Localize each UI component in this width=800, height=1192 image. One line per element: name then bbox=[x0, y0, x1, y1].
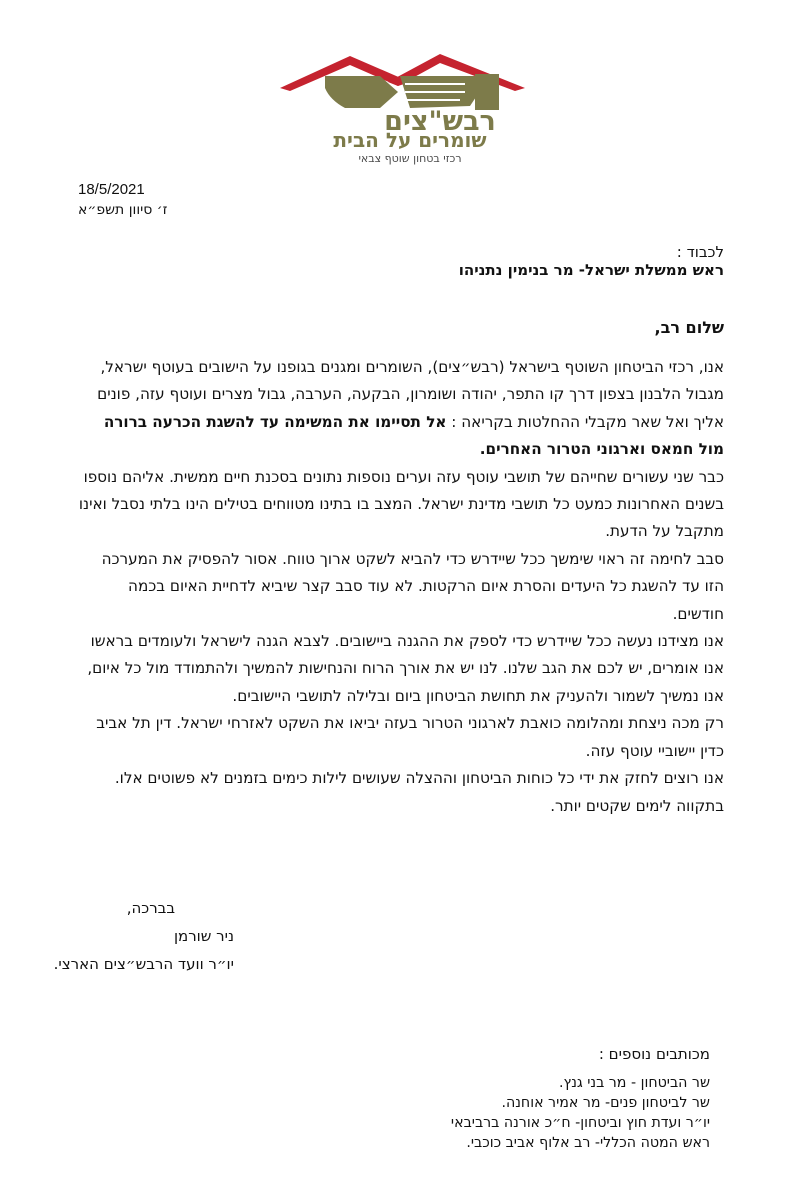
letter-date: 18/5/2021 bbox=[78, 181, 145, 198]
cc-item: יו״ר ועדת חוץ וביטחון- ח״כ אורנה ברביבאי bbox=[450, 1115, 710, 1131]
logo-hand-cuff bbox=[475, 74, 499, 110]
body-paragraph-1-text: אנו, רכזי הביטחון השוטף בישראל (רבש״צים), השומרים ומגנים בגופנו על הישובים בעוטף ישראל, מגבול הלבנון בצפון דרך קו התפר, יהודה ושומרון, הבקעה, הערבה, גבול מצרים ועוטף עזה, פונים אליך ואל שאר מקבלי ההחלטות בקריאה : bbox=[97, 358, 724, 431]
body-paragraph-1 bbox=[78, 354, 724, 464]
hebrew-date: ז׳ סיוון תשפ״א bbox=[78, 202, 168, 218]
body-paragraph-5: רק מכה ניצחת ומהלומה כואבת לארגוני הטרור בעזה יביאו את השקט לאזרחי ישראל. דין תל אביב כדין יישוביי עוטף עזה. bbox=[96, 714, 724, 760]
cc-item: שר הביטחון - מר בני גנץ. bbox=[559, 1075, 710, 1091]
cc-label: מכותבים נוספים : bbox=[598, 1045, 710, 1063]
logo-name: רבש"צים bbox=[384, 106, 496, 137]
letter-body bbox=[78, 354, 724, 820]
body-paragraph-4: אנו מצידנו נעשה ככל שיידרש כדי לספק את ההגנה ביישובים. לצבא הגנה לישראל ולעומדים בראשו אנו אומרים, יש לכם את הגב שלנו. לנו יש את אורך הרוח והנחישות להמשיך ולהתמודד מול כל איום, אנו נמשיך לשמור ולהעניק את תחושת הביטחון ביום ובלילה לתושבי היישובים. bbox=[87, 632, 724, 705]
cc-list bbox=[451, 1073, 710, 1153]
cc-item: ראש המטה הכללי- רב אלוף אביב כוכבי. bbox=[466, 1135, 710, 1151]
logo-slogan: שומרים על הבית bbox=[333, 128, 487, 152]
recipient-label: לכבוד : bbox=[676, 243, 724, 261]
body-paragraph-6: אנו רוצים לחזק את ידי כל כוחות הביטחון וההצלה שעושים לילות כימים בזמנים לא פשוטים אלו. bbox=[114, 769, 724, 788]
recipient-name: ראש ממשלת ישראל- מר בנימין נתניהו bbox=[458, 261, 724, 279]
organization-logo bbox=[270, 48, 532, 166]
signer-title: יו״ר וועד הרבש״צים הארצי. bbox=[53, 955, 234, 973]
body-paragraph-2: כבר שני עשורים שחייהם של תושבי עוטף עזה וערים נוספות נתונים בסכנת חיים ממשית. אליהם נוספו בשנים האחרונות כמעט כל תושבי מדינת ישראל. המצב בו בתינו מטווחים בטילים הינו בלתי נסבל ואינו מתקבל על הדעת. bbox=[78, 467, 724, 541]
greeting: שלום רב, bbox=[654, 318, 724, 337]
cc-item: שר לביטחון פנים- מר אמיר אוחנה. bbox=[501, 1095, 710, 1111]
body-paragraph-7: בתקווה לימים שקטים יותר. bbox=[550, 796, 724, 815]
logo-tagline: רכזי בטחון שוטף צבאי bbox=[358, 152, 462, 165]
body-paragraph-3: סבב לחימה זה ראוי שימשך ככל שיידרש כדי להביא לשקט ארוך טווח. אסור להפסיק את המערכה הזו עד להשגת כל היעדים והסרת איום הרקטות. לא עוד סבב קצר שיביא לדחיית האיום בכמה חודשים. bbox=[101, 549, 724, 623]
logo-graphic bbox=[270, 48, 532, 166]
closing: בברכה, bbox=[126, 899, 175, 917]
signer-name: ניר שורמן bbox=[173, 927, 234, 945]
body-paragraph-1-emphasis: אל תסיימו את המשימה עד להשגת הכרעה ברורה מול חמאס וארגוני הטרור האחרים. bbox=[103, 412, 724, 459]
